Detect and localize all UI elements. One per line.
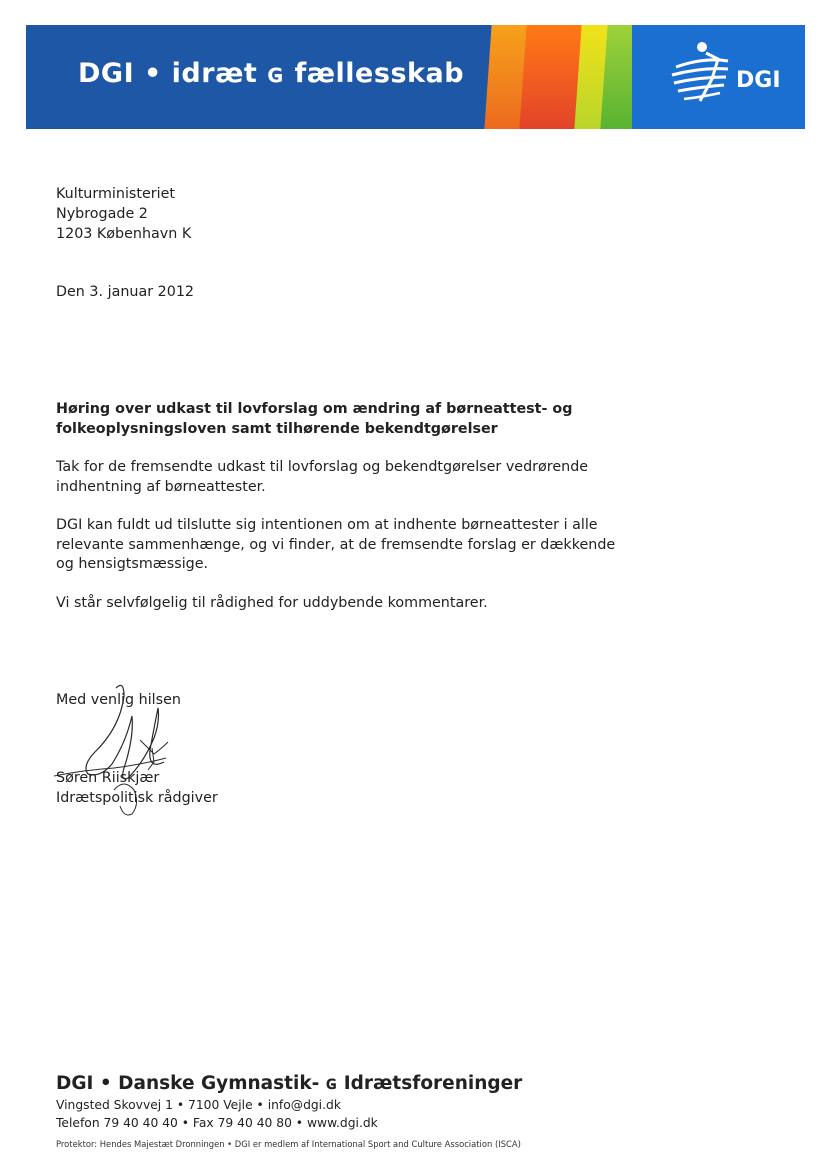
body-p2-line-2: relevante sammenhænge, og vi finder, at de fremsendte forslag er dækkende <box>56 537 616 553</box>
body-p1-line-2: indhentning af børneattester. <box>56 479 266 495</box>
footer-address: Vingsted Skovvej 1 • 7100 Vejle • info@dgi.dk <box>56 1098 341 1112</box>
recipient-street: Nybrogade 2 <box>56 206 148 222</box>
recipient-city: 1203 København K <box>56 226 192 242</box>
footer-org-name: DGI • Danske Gymnastik- ɢ Idrætsforeninger <box>56 1073 523 1094</box>
body-p2-line-3: og hensigtsmæssige. <box>56 556 209 572</box>
subject-line-1: Høring over udkast til lovforslag om ændring af børneattest- og <box>56 401 573 417</box>
footer-contact: Telefon 79 40 40 40 • Fax 79 40 40 80 • www.dgi.dk <box>56 1116 378 1130</box>
body-p2-line-1: DGI kan fuldt ud tilslutte sig intentionen om at indhente børneattester i alle <box>56 517 598 533</box>
header-banner <box>26 25 805 129</box>
closing-greeting: Med venlig hilsen <box>56 692 181 708</box>
subject-line-2: folkeoplysningsloven samt tilhørende bekendtgørelser <box>56 421 498 437</box>
signer-title: Idrætspolitisk rådgiver <box>56 790 218 806</box>
body-p3: Vi står selvfølgelig til rådighed for uddybende kommentarer. <box>56 595 488 611</box>
body-p1-line-1: Tak for de fremsendte udkast til lovforslag og bekendtgørelser vedrørende <box>56 459 589 475</box>
signer-name: Søren Riiskjær <box>56 770 160 786</box>
letter-date: Den 3. januar 2012 <box>56 284 195 300</box>
logo-text: DGI <box>736 68 781 93</box>
recipient-name: Kulturministeriet <box>56 186 176 202</box>
header-tagline: DGI • idræt ɢ fællesskab <box>78 58 465 89</box>
footer-fineprint: Protektor: Hendes Majestæt Dronningen • DGI er medlem af International Sport and Culture Association (ISCA) <box>56 1139 521 1149</box>
